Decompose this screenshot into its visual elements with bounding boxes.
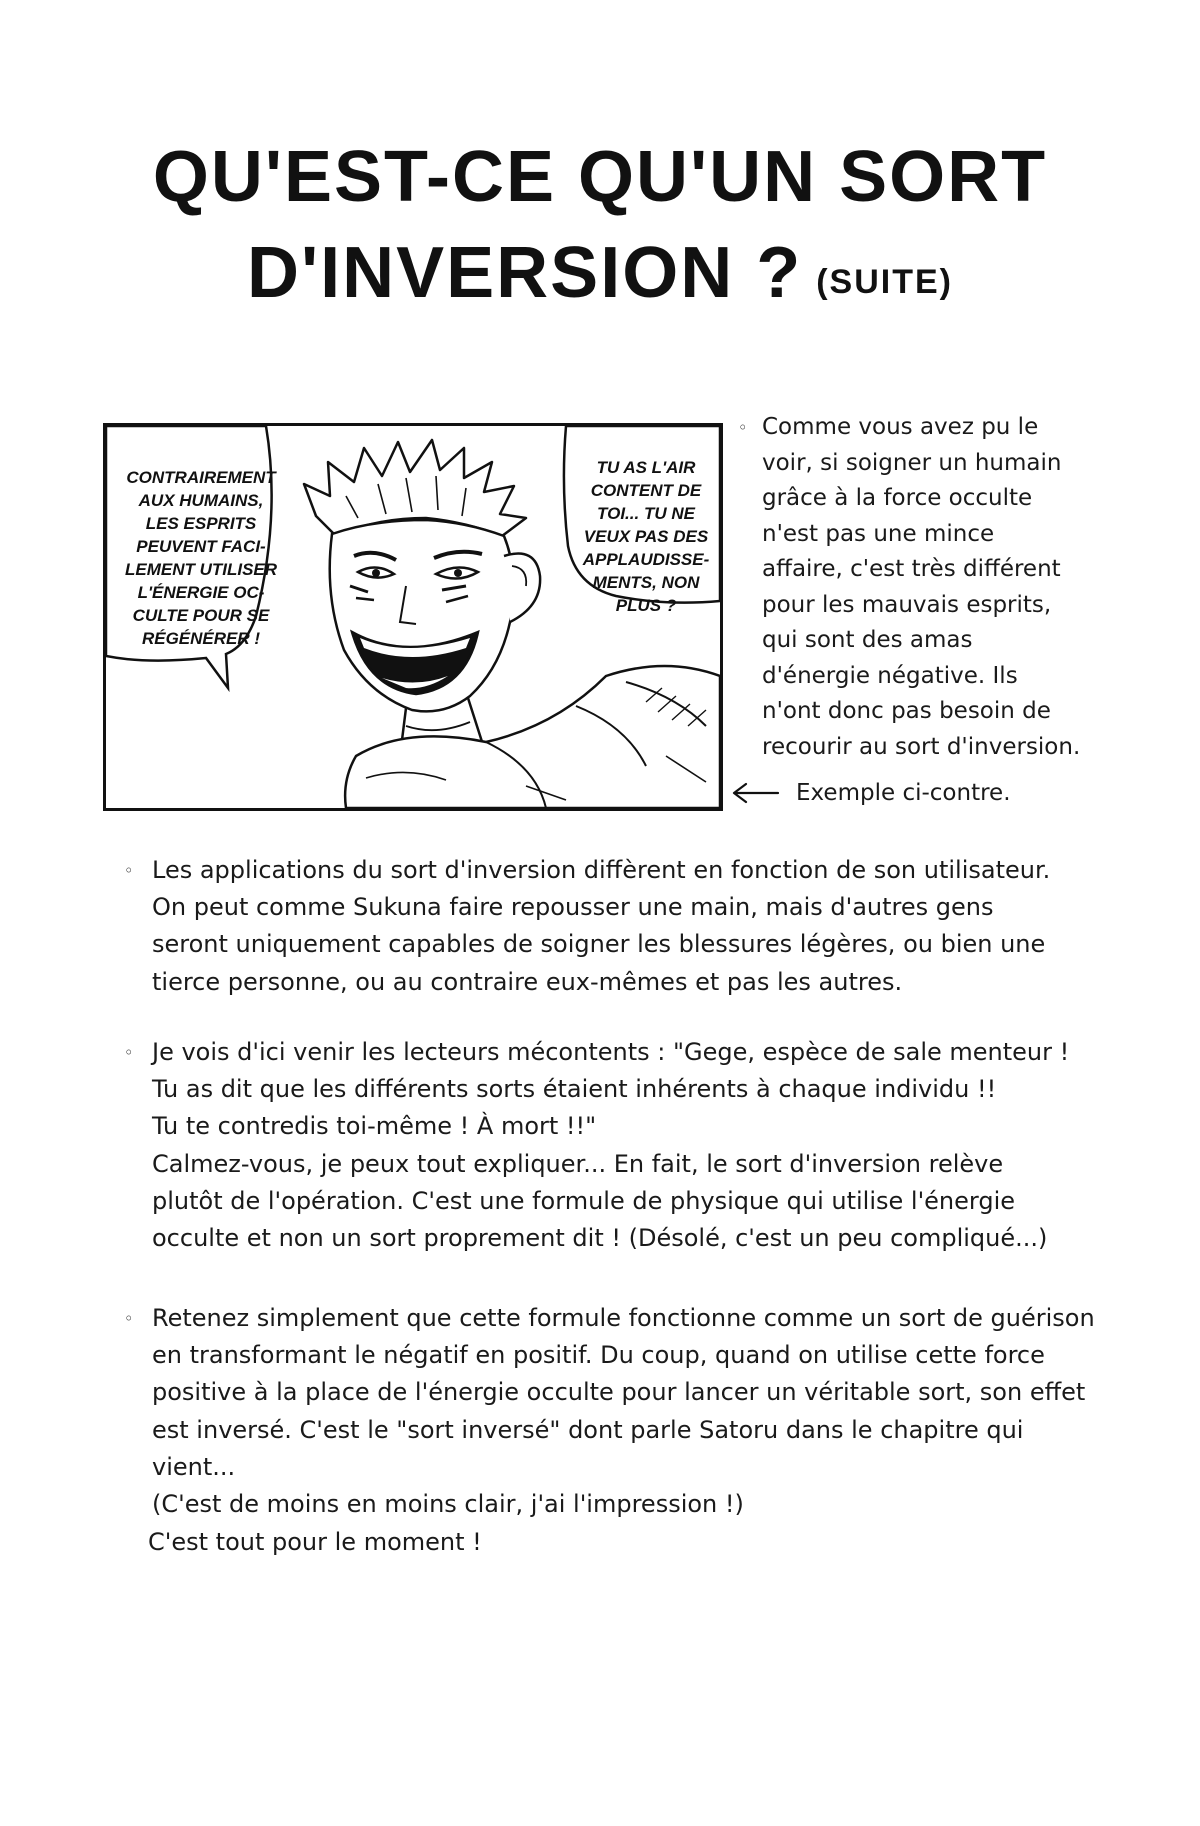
- paragraph-text: Retenez simplement que cette formule fonctionne comme un sort de guérison en transformant le négatif en positif. Du coup, quand on utilise cette force positive à la place de l'énergie occulte pour lancer un véritable sort, son effet est inversé. C'est le "sort inversé" dont parle Satoru dans le chapitre qui vient... (C'est de moins en moins clair, j'ai l'impression !): [152, 1304, 1095, 1519]
- bullet-icon: ◦: [738, 418, 748, 437]
- title-suffix: (SUITE): [816, 263, 953, 301]
- paragraph-text: Je vois d'ici venir les lecteurs mécontents : "Gege, espèce de sale menteur ! Tu as dit que les différents sorts étaient inhérents à chaque individu !! Tu te contredis toi-même ! À mort !!" Calmez-vous, je peux tout expliquer... En fait, le sort d'inversion relève plutôt de l'opération. C'est une formule de physique qui utilise l'énergie occulte et non un sort proprement dit ! (Désolé, c'est un peu compliqué...): [152, 1038, 1070, 1253]
- closing-line: C'est tout pour le moment !: [148, 1528, 482, 1556]
- title-main: D'INVERSION ?: [247, 233, 803, 313]
- bullet-icon: ◦: [124, 1043, 134, 1062]
- side-note: [738, 410, 1098, 765]
- side-note-caption: Exemple ci-contre.: [796, 780, 1011, 806]
- paragraph-applications: [124, 852, 1104, 1001]
- side-note-text: Comme vous avez pu le voir, si soigner un humain grâce à la force occulte n'est pas une mince affaire, c'est très différent pour les mauvais esprits, qui sont des amas d'énergie négative. Ils n'ont donc pas besoin de recourir au sort d'inversion.: [762, 414, 1081, 760]
- paragraph-formula: [124, 1300, 1104, 1523]
- paragraph-readers: [124, 1034, 1104, 1257]
- manga-panel: [103, 423, 723, 811]
- paragraph-text: Les applications du sort d'inversion diffèrent en fonction de son utilisateur. On peut comme Sukuna faire repousser une main, mais d'autres gens seront uniquement capables de soigner les blessures légères, ou bien une tierce personne, ou au contraire eux-mêmes et pas les autres.: [152, 856, 1051, 996]
- left-arrow-icon: [730, 782, 780, 804]
- page-title-line-2: [0, 232, 1200, 314]
- page-title-line-1: QU'EST-CE QU'UN SORT: [152, 137, 1048, 217]
- bullet-icon: ◦: [124, 861, 134, 880]
- speech-bubble-left-text: CONTRAIREMENT AUX HUMAINS, LES ESPRITS PEUVENT FACI- LEMENT UTILISER L'ÉNERGIE OC- CULTE POUR SE RÉGÉNÉRER !: [124, 468, 278, 648]
- bullet-icon: ◦: [124, 1309, 134, 1328]
- side-note-pointer: [730, 778, 1110, 808]
- speech-bubble-right-text: TU AS L'AIR CONTENT DE TOI... TU NE VEUX PAS DES APPLAUDISSE- MENTS, NON PLUS ?: [582, 458, 710, 615]
